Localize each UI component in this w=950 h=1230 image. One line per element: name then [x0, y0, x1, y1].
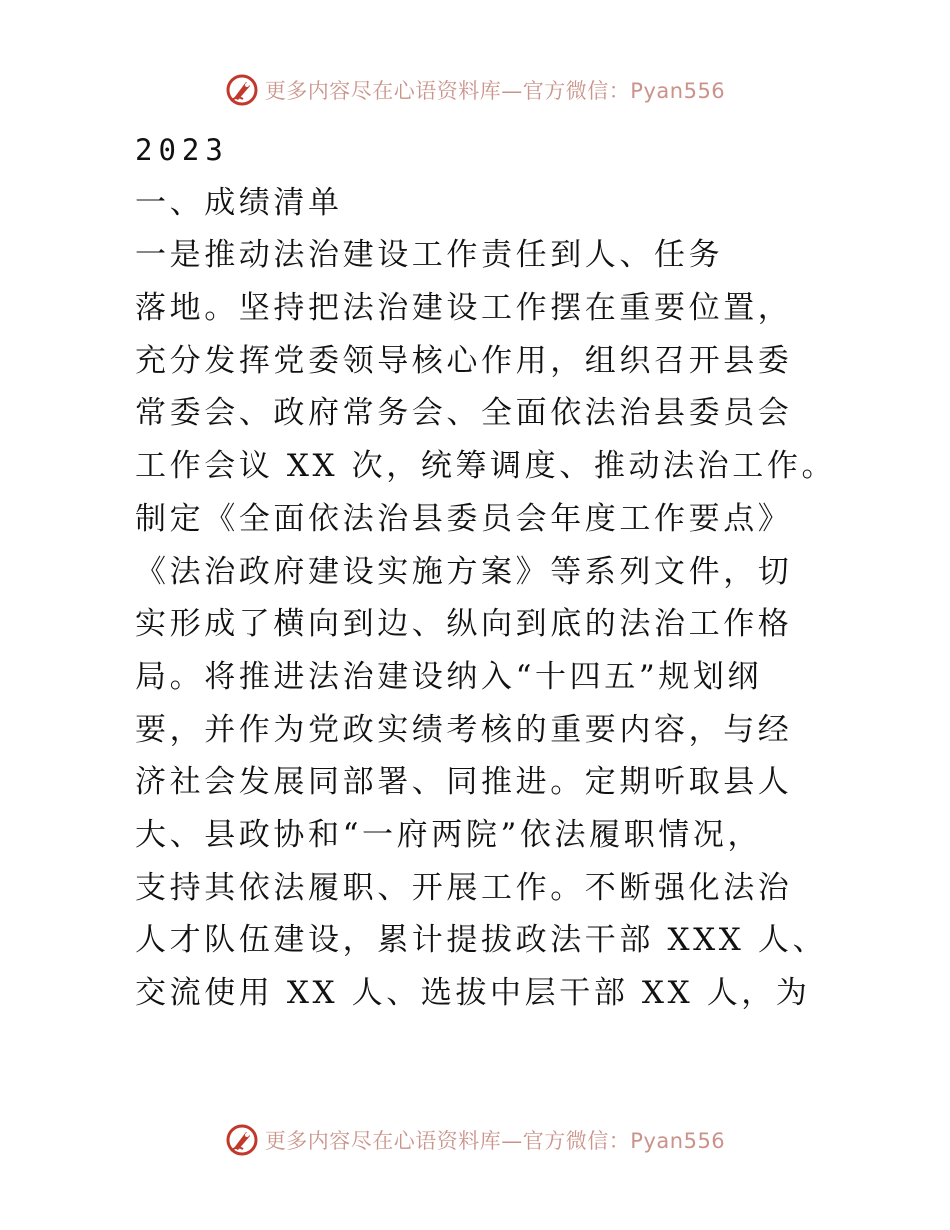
paragraph-line: 常委会、政府常务会、全面依法治县委员会: [135, 395, 793, 432]
paragraph-line: 制定《全面依法治县委员会年度工作要点》: [135, 500, 793, 537]
paragraph-line: 一是推动法治建设工作责任到人、任务: [135, 237, 724, 274]
footer-watermark: [0, 1120, 950, 1160]
watermark-text: 更多内容尽在心语资料库—官方微信：Pyan556: [264, 79, 726, 103]
section-heading: 一、成绩清单: [135, 184, 343, 221]
document-body: [135, 124, 835, 1020]
pen-nib-logo-icon: [225, 73, 259, 107]
pen-nib-logo-icon: [225, 1123, 259, 1157]
paragraph-line: 支持其依法履职、开展工作。不断强化法治: [135, 869, 793, 906]
paragraph-line: 局。将推进法治建设纳入“十四五”规划纲: [135, 658, 763, 695]
header-watermark: [0, 70, 950, 110]
watermark-text: 更多内容尽在心语资料库—官方微信：Pyan556: [264, 1129, 726, 1153]
paragraph-line: 要，并作为党政实绩考核的重要内容，与经: [135, 711, 793, 748]
paragraph-line: 工作会议 XX 次，统筹调度、推动法治工作。: [135, 448, 837, 485]
paragraph-line: 交流使用 XX 人、选拔中层干部 XX 人，为: [135, 975, 811, 1011]
paragraph-line: 实形成了横向到边、纵向到底的法治工作格: [135, 606, 793, 643]
paragraph-line: 《法治政府建设实施方案》等系列文件，切: [135, 553, 793, 590]
paragraph-line: 人才队伍建设，累计提拔政法干部 XXX 人、: [135, 922, 828, 959]
paragraph-line: 济社会发展同部署、同推进。定期听取县人: [135, 764, 793, 801]
paragraph-line: 大、县政协和“一府两院”依法履职情况，: [135, 816, 763, 853]
document-year: 2023: [135, 133, 229, 167]
paragraph-line: 充分发挥党委领导核心作用，组织召开县委: [135, 342, 793, 379]
paragraph-line: 落地。坚持把法治建设工作摆在重要位置，: [135, 290, 793, 327]
